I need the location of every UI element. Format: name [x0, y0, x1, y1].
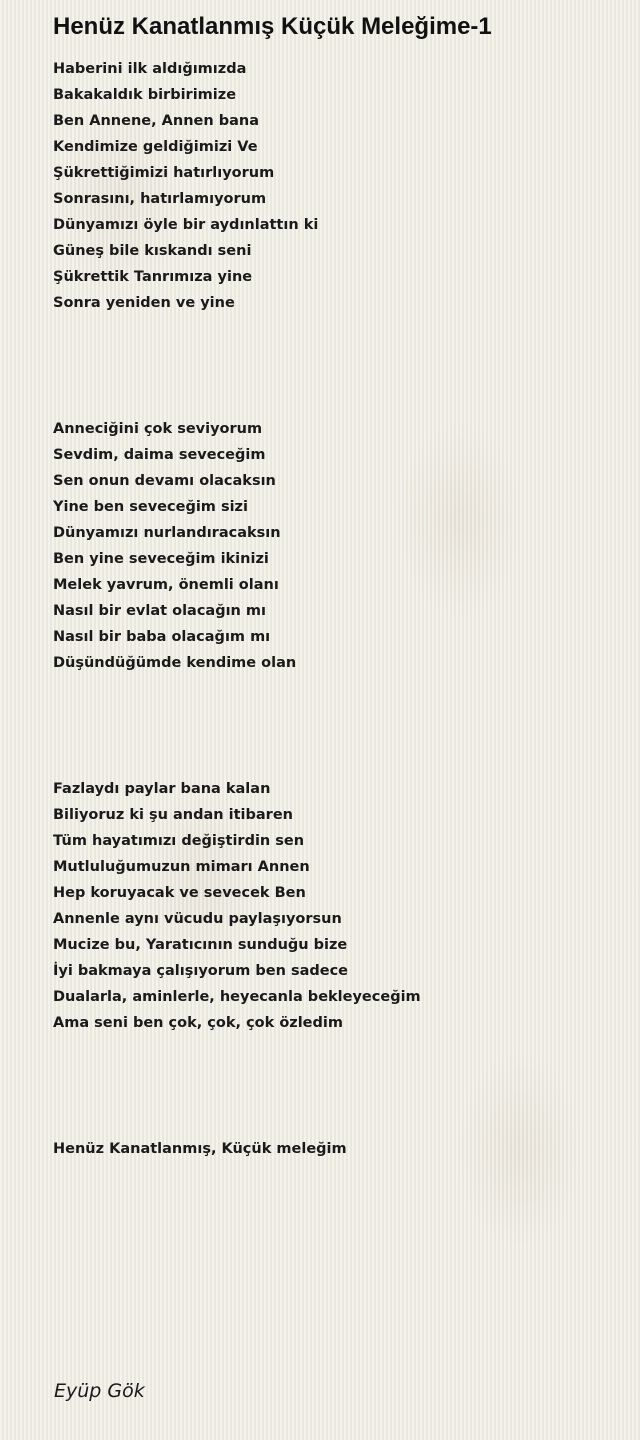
stanza-gap: [53, 676, 613, 776]
poem-line: Annenle aynı vücudu paylaşıyorsun: [53, 911, 342, 927]
poem-line: Sonrasını, hatırlamıyorum: [53, 191, 267, 207]
poem-line: Biliyoruz ki şu andan itibaren: [53, 807, 293, 823]
poem-container: [53, 10, 613, 1162]
poem-line: Mucize bu, Yaratıcının sunduğu bize: [53, 937, 348, 953]
poem-line: Fazlaydı paylar bana kalan: [53, 781, 271, 797]
poem-line: Düşündüğümde kendime olan: [53, 655, 297, 671]
poem-title: Henüz Kanatlanmış Küçük Meleğime-1: [53, 13, 492, 40]
stanza-gap: [53, 316, 613, 416]
poem-line: Dualarla, aminlerle, heyecanla bekleyeceğim: [53, 989, 421, 1005]
poem-line: Hep koruyacak ve sevecek Ben: [53, 885, 306, 901]
poem-line: Tüm hayatımızı değiştirdin sen: [53, 833, 305, 849]
poem-line: Sen onun devamı olacaksın: [53, 473, 276, 489]
poem-line: Ama seni ben çok, çok, çok özledim: [53, 1015, 343, 1031]
stanza-1: [53, 56, 613, 316]
poem-line: Dünyamızı nurlandıracaksın: [53, 525, 281, 541]
poem-line: Güneş bile kıskandı seni: [53, 243, 252, 259]
poem-line: Henüz Kanatlanmış, Küçük meleğim: [53, 1141, 347, 1157]
stanza-gap: [53, 1036, 613, 1136]
poem-line: Sevdim, daima seveceğim: [53, 447, 266, 463]
poem-line: Nasıl bir baba olacağım mı: [53, 629, 271, 645]
stanza-4: [53, 1136, 613, 1162]
poem-line: Anneciğini çok seviyorum: [53, 421, 263, 437]
poem-line: Yine ben seveceğim sizi: [53, 499, 248, 515]
poem-line: Dünyamızı öyle bir aydınlattın ki: [53, 217, 319, 233]
poem-line: İyi bakmaya çalışıyorum ben sadece: [53, 963, 349, 979]
stanza-2: [53, 416, 613, 676]
poem-line: Nasıl bir evlat olacağın mı: [53, 603, 267, 619]
poem-line: Bakakaldık birbirimize: [53, 87, 237, 103]
poem-line: Şükrettiğimizi hatırlıyorum: [53, 165, 275, 181]
poem-line: Kendimize geldiğimizi Ve: [53, 139, 258, 155]
poem-line: Sonra yeniden ve yine: [53, 295, 235, 311]
stanza-3: [53, 776, 613, 1036]
poem-line: Melek yavrum, önemli olanı: [53, 577, 279, 593]
poem-line: Haberini ilk aldığımızda: [53, 61, 247, 77]
poem-line: Mutluluğumuzun mimarı Annen: [53, 859, 310, 875]
poem-author: Eyüp Gök: [54, 1380, 145, 1402]
poem-line: Ben yine seveceğim ikinizi: [53, 551, 269, 567]
poem-line: Şükrettik Tanrımıza yine: [53, 269, 253, 285]
poem-line: Ben Annene, Annen bana: [53, 113, 260, 129]
